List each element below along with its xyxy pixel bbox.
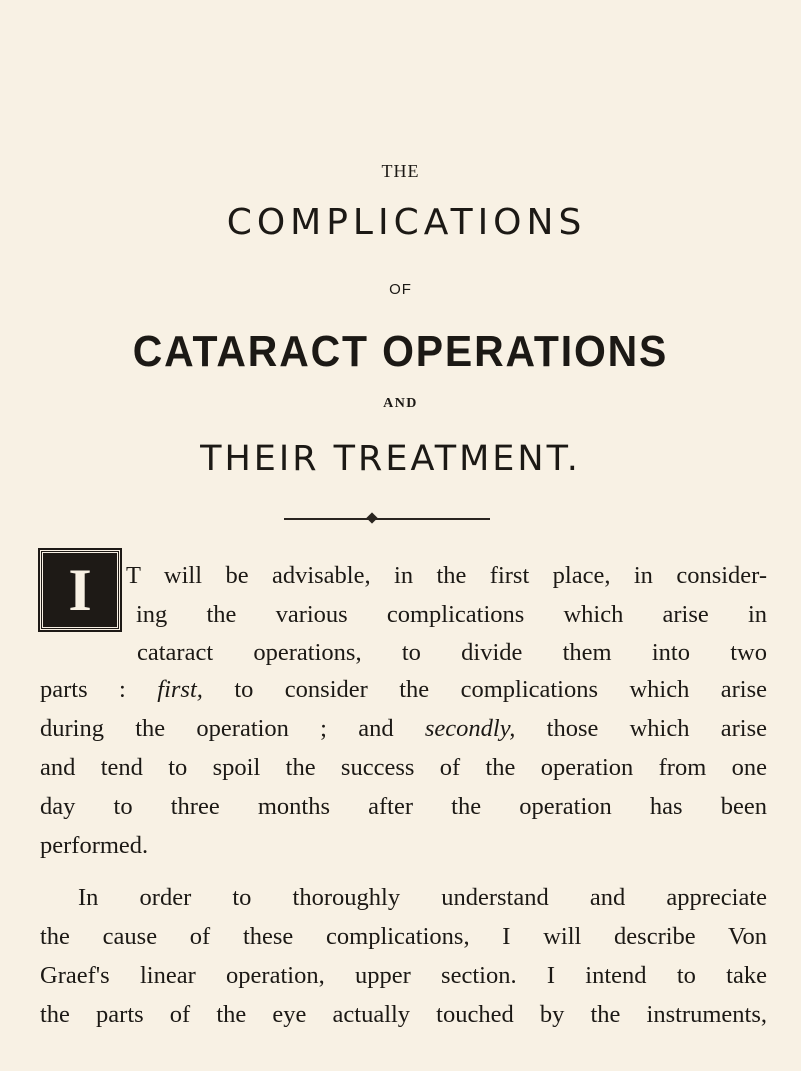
paragraph-1-line-8: performed. <box>40 832 149 859</box>
paragraph-1-line-6: and tend to spoil the success of the operation from one <box>40 754 767 781</box>
paragraph-1-line-5: during the operation ; and secondly, those which arise <box>40 715 767 742</box>
title-the: THE <box>381 161 420 181</box>
title-and: AND <box>383 396 418 411</box>
paragraph-1-line-4: parts : first, to consider the complications which arise <box>40 676 767 703</box>
paragraph-2-line-4: the parts of the eye actually touched by the instruments, <box>40 1001 767 1028</box>
drop-cap-initial: I <box>40 550 120 630</box>
paragraph-1-line-3: cataract operations, to divide them into two <box>137 639 767 666</box>
title-their-treatment: THEIR TREATMENT. <box>200 439 581 479</box>
title-of: OF <box>389 281 412 298</box>
paragraph-2-line-1: In order to thoroughly understand and appreciate <box>78 884 767 911</box>
title-cataract-operations: CATARACT OPERATIONS <box>132 327 669 376</box>
paragraph-1-line-2: ing the various complications which arise in <box>136 601 767 628</box>
paragraph-1-line-1: T will be advisable, in the first place, in consider- <box>126 562 767 589</box>
paragraph-2-line-2: the cause of these complications, I will describe Von <box>40 923 767 950</box>
ornamental-rule <box>284 518 490 520</box>
paragraph-1-line-7: day to three months after the operation has been <box>40 793 767 820</box>
paragraph-2-line-3: Graef's linear operation, upper section. I intend to take <box>40 962 767 989</box>
title-complications: COMPLICATIONS <box>226 202 587 243</box>
ornamental-rule-diamond-icon <box>366 512 377 523</box>
